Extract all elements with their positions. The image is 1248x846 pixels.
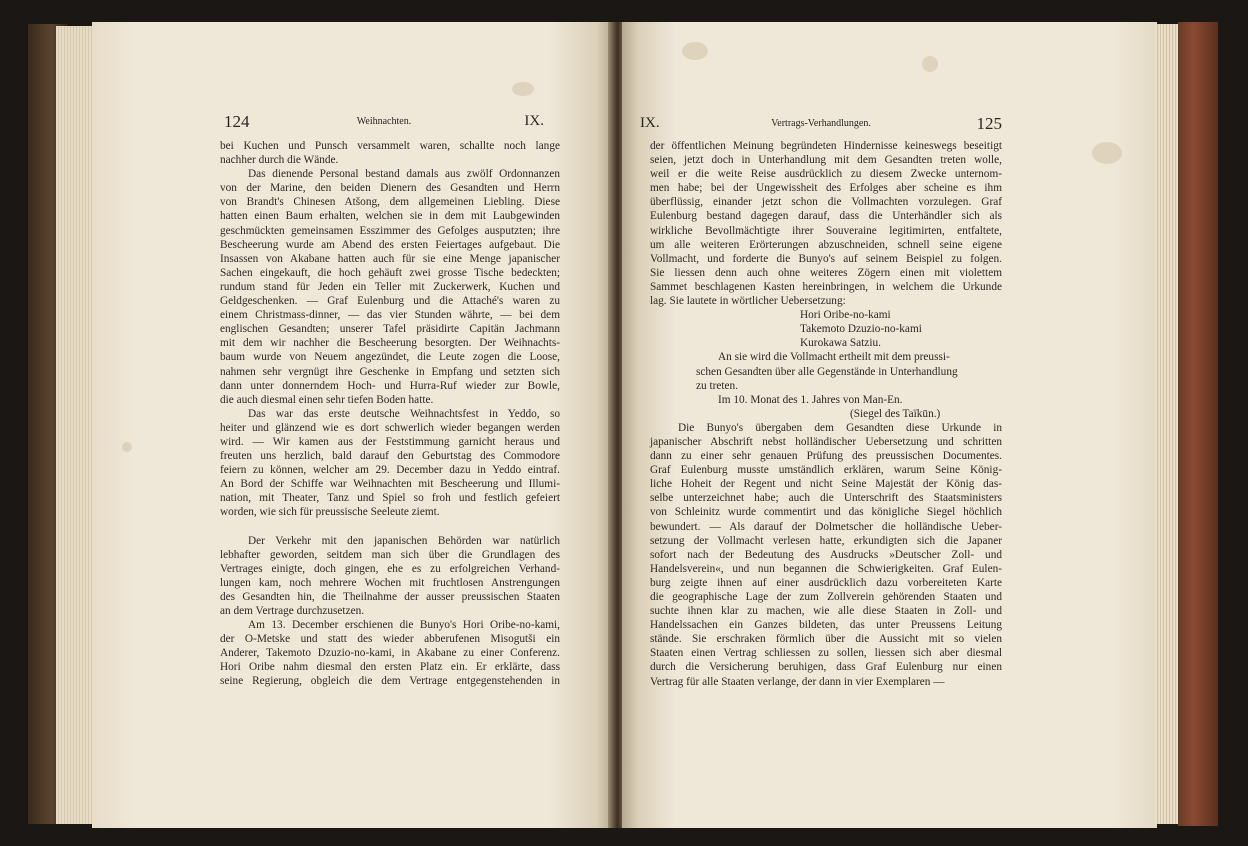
text-line: burg zeigte ihnen auf einer ausdrücklich dazu vorbereiteten Karte — [650, 576, 1002, 589]
text-line: geschmückten gemeinsamen Esszimmer des Gefolges ausputzten; ihre — [220, 224, 560, 237]
text-line: rundum stand für Jeden ein Teller mit Zuckerwerk, Kuchen und — [220, 280, 560, 293]
text-line: seien, jetzt doch in Unterhandlung mit dem Gesandten treten wolle, — [650, 154, 1002, 167]
text-line: Handelssachen ein Ganzes bildeten, das unter Preussens Leitung — [650, 619, 1002, 632]
text-line: selbe unterzeichnet habe; auch die Unterschrift des Staatsministers — [650, 492, 1002, 505]
text-line: Handelsverein«, und nun begannen die Schwierigkeiten. Graf Eulen- — [650, 562, 1002, 575]
text-line: mit dem wir nachher die Bescheerung besorgten. Der Weihnachts- — [220, 337, 560, 350]
text-line: lag. Sie lautete in wörtlicher Uebersetzung: — [650, 295, 846, 308]
text-line: um alle weiteren Erörterungen abzuschneiden, schnell seine eigene — [650, 238, 1002, 251]
text-line: Hori Oribe-no-kami — [800, 309, 891, 322]
text-line: Die Bunyo's übergaben dem Gesandten diese Urkunde in — [678, 421, 1002, 434]
text-line: weil er die weite Reise ausdrücklich zu diesem Zwecke unternom- — [650, 168, 1002, 181]
text-line: Staaten einen Vertrag schliessen zu sollen, liessen sich aber diesmal — [650, 647, 1002, 660]
text-line: stände. Sie erschraken förmlich über die Aussicht mit so vielen — [650, 633, 1002, 646]
text-line: lungen kam, noch mehrere Wochen mit fruchtlosen Anstrengungen — [220, 576, 560, 589]
text-line: Im 10. Monat des 1. Jahres von Man-En. — [718, 393, 903, 406]
left-page-body — [220, 139, 560, 689]
text-line: japanischer Abschrift nebst holländischer Uebersetzung und schritten — [650, 435, 1002, 448]
page-number: 124 — [224, 112, 250, 131]
text-line: Sammet beschlagenen Kasten hereinbringen, in welchem die Urkunde — [650, 280, 1002, 293]
right-page-header — [640, 114, 1002, 136]
section-number: IX. — [524, 113, 544, 129]
text-line: feiern zu können, welcher am 29. December dazu in Yeddo eintraf. — [220, 464, 560, 477]
text-line: liche Hoheit der Regent und nicht Seine Majestät der König das- — [650, 478, 1002, 491]
text-line: Das war das erste deutsche Weihnachtsfest in Yeddo, so — [248, 407, 560, 420]
left-page-header — [224, 112, 544, 134]
text-line: von Brandt's Chinesen Atšong, dem allgemeinen Liebling. Diese — [220, 196, 560, 209]
text-line: Takemoto Dzuzio-no-kami — [800, 323, 922, 336]
text-line: Sie liessen denn auch ohne weiteres Zögern einen mit violettem — [650, 266, 1002, 279]
text-line: Kurokawa Satziu. — [800, 337, 881, 350]
text-line: einem Christmass-dinner, — das vier Stunden währte, — bei dem — [220, 309, 560, 322]
text-line: An sie wird die Vollmacht ertheilt mit dem preussi- — [718, 351, 950, 364]
text-line: Vertrag für alle Staaten verlange, der dann in vier Exemplaren — — [650, 675, 945, 688]
text-line: Vertrages einigte, doch gingen, ehe es zu erfolgreichen Verhand- — [220, 562, 560, 575]
text-line: an dem Vertrage durchzusetzen. — [220, 605, 365, 617]
page-number: 125 — [976, 114, 1002, 133]
text-line: wirkliche Bevollmächtigte ihrer Souveraine legitimirten, entfaltete, — [650, 224, 1002, 237]
text-line: Am 13. December erschienen die Bunyo's Hori Oribe-no-kami, — [248, 619, 560, 632]
text-line: Vollmacht, und forderte die Bunyo's auf seinem Beispiel zu folgen. — [650, 252, 1002, 265]
text-line: Eulenburg bestand dagegen darauf, dass die Unterhändler sich als — [650, 210, 1002, 223]
text-line: Hori Oribe nahm diesmal den ersten Platz ein. Er erklärte, dass — [220, 661, 560, 674]
text-line: Graf Eulenburg musste umständlich erklären, warum Seine König- — [650, 464, 1002, 477]
text-line: Geldgeschenken. — Graf Eulenburg und die Attaché's waren zu — [220, 295, 560, 308]
text-line: dann zu einer sehr genauen Prüfung des preussischen Documentes. — [650, 450, 1002, 463]
text-line: nation, mit Theater, Tanz und Spiel so froh und festlich gefeiert — [220, 492, 560, 505]
right-page — [622, 22, 1157, 828]
text-line: der O-Metske und statt des wieder abberufenen Misogutši ein — [220, 633, 560, 646]
text-line: überflüssig, einander jetzt schon die Vollmachten vorzulegen. Graf — [650, 196, 1002, 209]
text-line: bei Kuchen und Punsch versammelt waren, schallte noch lange — [220, 140, 560, 152]
text-line: die auch diesmal einen sehr tiefen Boden hatte. — [220, 393, 434, 406]
paragraph-gap — [220, 520, 560, 534]
text-line: sofort nach der Bedeutung des Ausdrucks »Deutscher Zoll- und — [650, 548, 1002, 561]
running-title: Weihnachten. — [356, 116, 412, 127]
text-line: von Schleinitz wurde commentirt und das königliche Siegel höchlich — [650, 506, 1002, 519]
text-line: hatten einen Baum erhalten, welchen sie in dem mit Laubgewinden — [220, 210, 560, 223]
text-line: lebhafter geworden, seitdem man sich über die Grundlagen des — [220, 548, 560, 561]
text-line: worden, wie sich für preussische Seeleute ziemt. — [220, 506, 440, 519]
text-line: der öffentlichen Meinung begründeten Hindernisse keineswegs beseitigt — [650, 140, 1002, 152]
text-line: Der Verkehr mit den japanischen Behörden war natürlich — [248, 534, 560, 547]
text-line: zu treten. — [696, 379, 739, 392]
text-line: An Bord der Schiffe war Weihnachten mit Bescheerung und Illumi- — [220, 478, 560, 491]
text-line: von der Marine, den beiden Dienern des Gesandten und Herrn — [220, 182, 560, 195]
text-line: wird. — Wir kamen aus der Feststimmung garnicht heraus und — [220, 435, 560, 448]
text-line: die geographische Lage der zum Zollverein gehörenden Staaten und — [650, 591, 1002, 603]
text-line: nahmen sehr vergnügt ihre Geschenke in Empfang und setzten sich — [220, 365, 560, 378]
text-line: nachher durch die Wände. — [220, 154, 339, 167]
text-line: Sachen eingekauft, die hoch gehäuft zwei grosse Tische bedeckten; — [220, 266, 560, 279]
text-line: baum wurde von Neuem angezündet, die Leute zogen die Loose, — [220, 351, 560, 364]
text-line: englischen Gesandten; unserer Tafel präsidirte Capitän Jachmann — [220, 323, 560, 336]
text-line: suchte ihnen klar zu machen, wie alle diese Staaten in Zoll- und — [650, 605, 1002, 618]
text-line: freuten uns herzlich, bald darauf den Geburtstag des Commodore — [220, 450, 560, 463]
text-line: schen Gesandten über alle Gegenstände in Unterhandlung — [696, 365, 958, 378]
text-line: Das dienende Personal bestand damals aus zwölf Ordonnanzen — [248, 168, 560, 181]
text-line: Bescheerung wurde am Abend des ersten Feiertages aufgebaut. Die — [220, 238, 560, 251]
text-line: dann unter donnerndem Hoch- und Hurra-Ruf wieder zur Bowle, — [220, 379, 560, 392]
right-page-body — [650, 139, 1002, 689]
text-line: (Siegel des Taïkūn.) — [850, 407, 941, 420]
text-line: Insassen von Akabane hatten auch für sie eine Menge japanischer — [220, 252, 560, 265]
text-line: heiter und glänzend wie es dort schwerlich wieder begangen werden — [220, 421, 560, 434]
text-line: setzung der Vollmacht verlesen hatte, erkundigten sich die Japaner — [650, 534, 1002, 547]
text-line: Anderer, Takemoto Dzuzio-no-kami, in Akabane zu einer Conferenz. — [220, 647, 560, 660]
text-line: bewundert. — Als darauf der Dolmetscher die holländische Ueber- — [650, 520, 1002, 533]
text-line: durch die Versicherung beruhigen, dass Graf Eulenburg nur einen — [650, 661, 1002, 674]
text-line: des Gesandten hin, die Theilnahme der ausser preussischen Staaten — [220, 590, 560, 603]
left-page — [92, 22, 612, 828]
running-title: Vertrags-Verhandlungen. — [771, 118, 871, 129]
book-cover-right — [1178, 22, 1218, 826]
section-number: IX. — [640, 115, 660, 131]
text-line: seine Regierung, obgleich die dem Vertrage entgegenstehenden in — [220, 675, 560, 688]
text-line: men habe; bei der Ungewissheit des Erfolges aber scheine es ihm — [650, 182, 1002, 195]
